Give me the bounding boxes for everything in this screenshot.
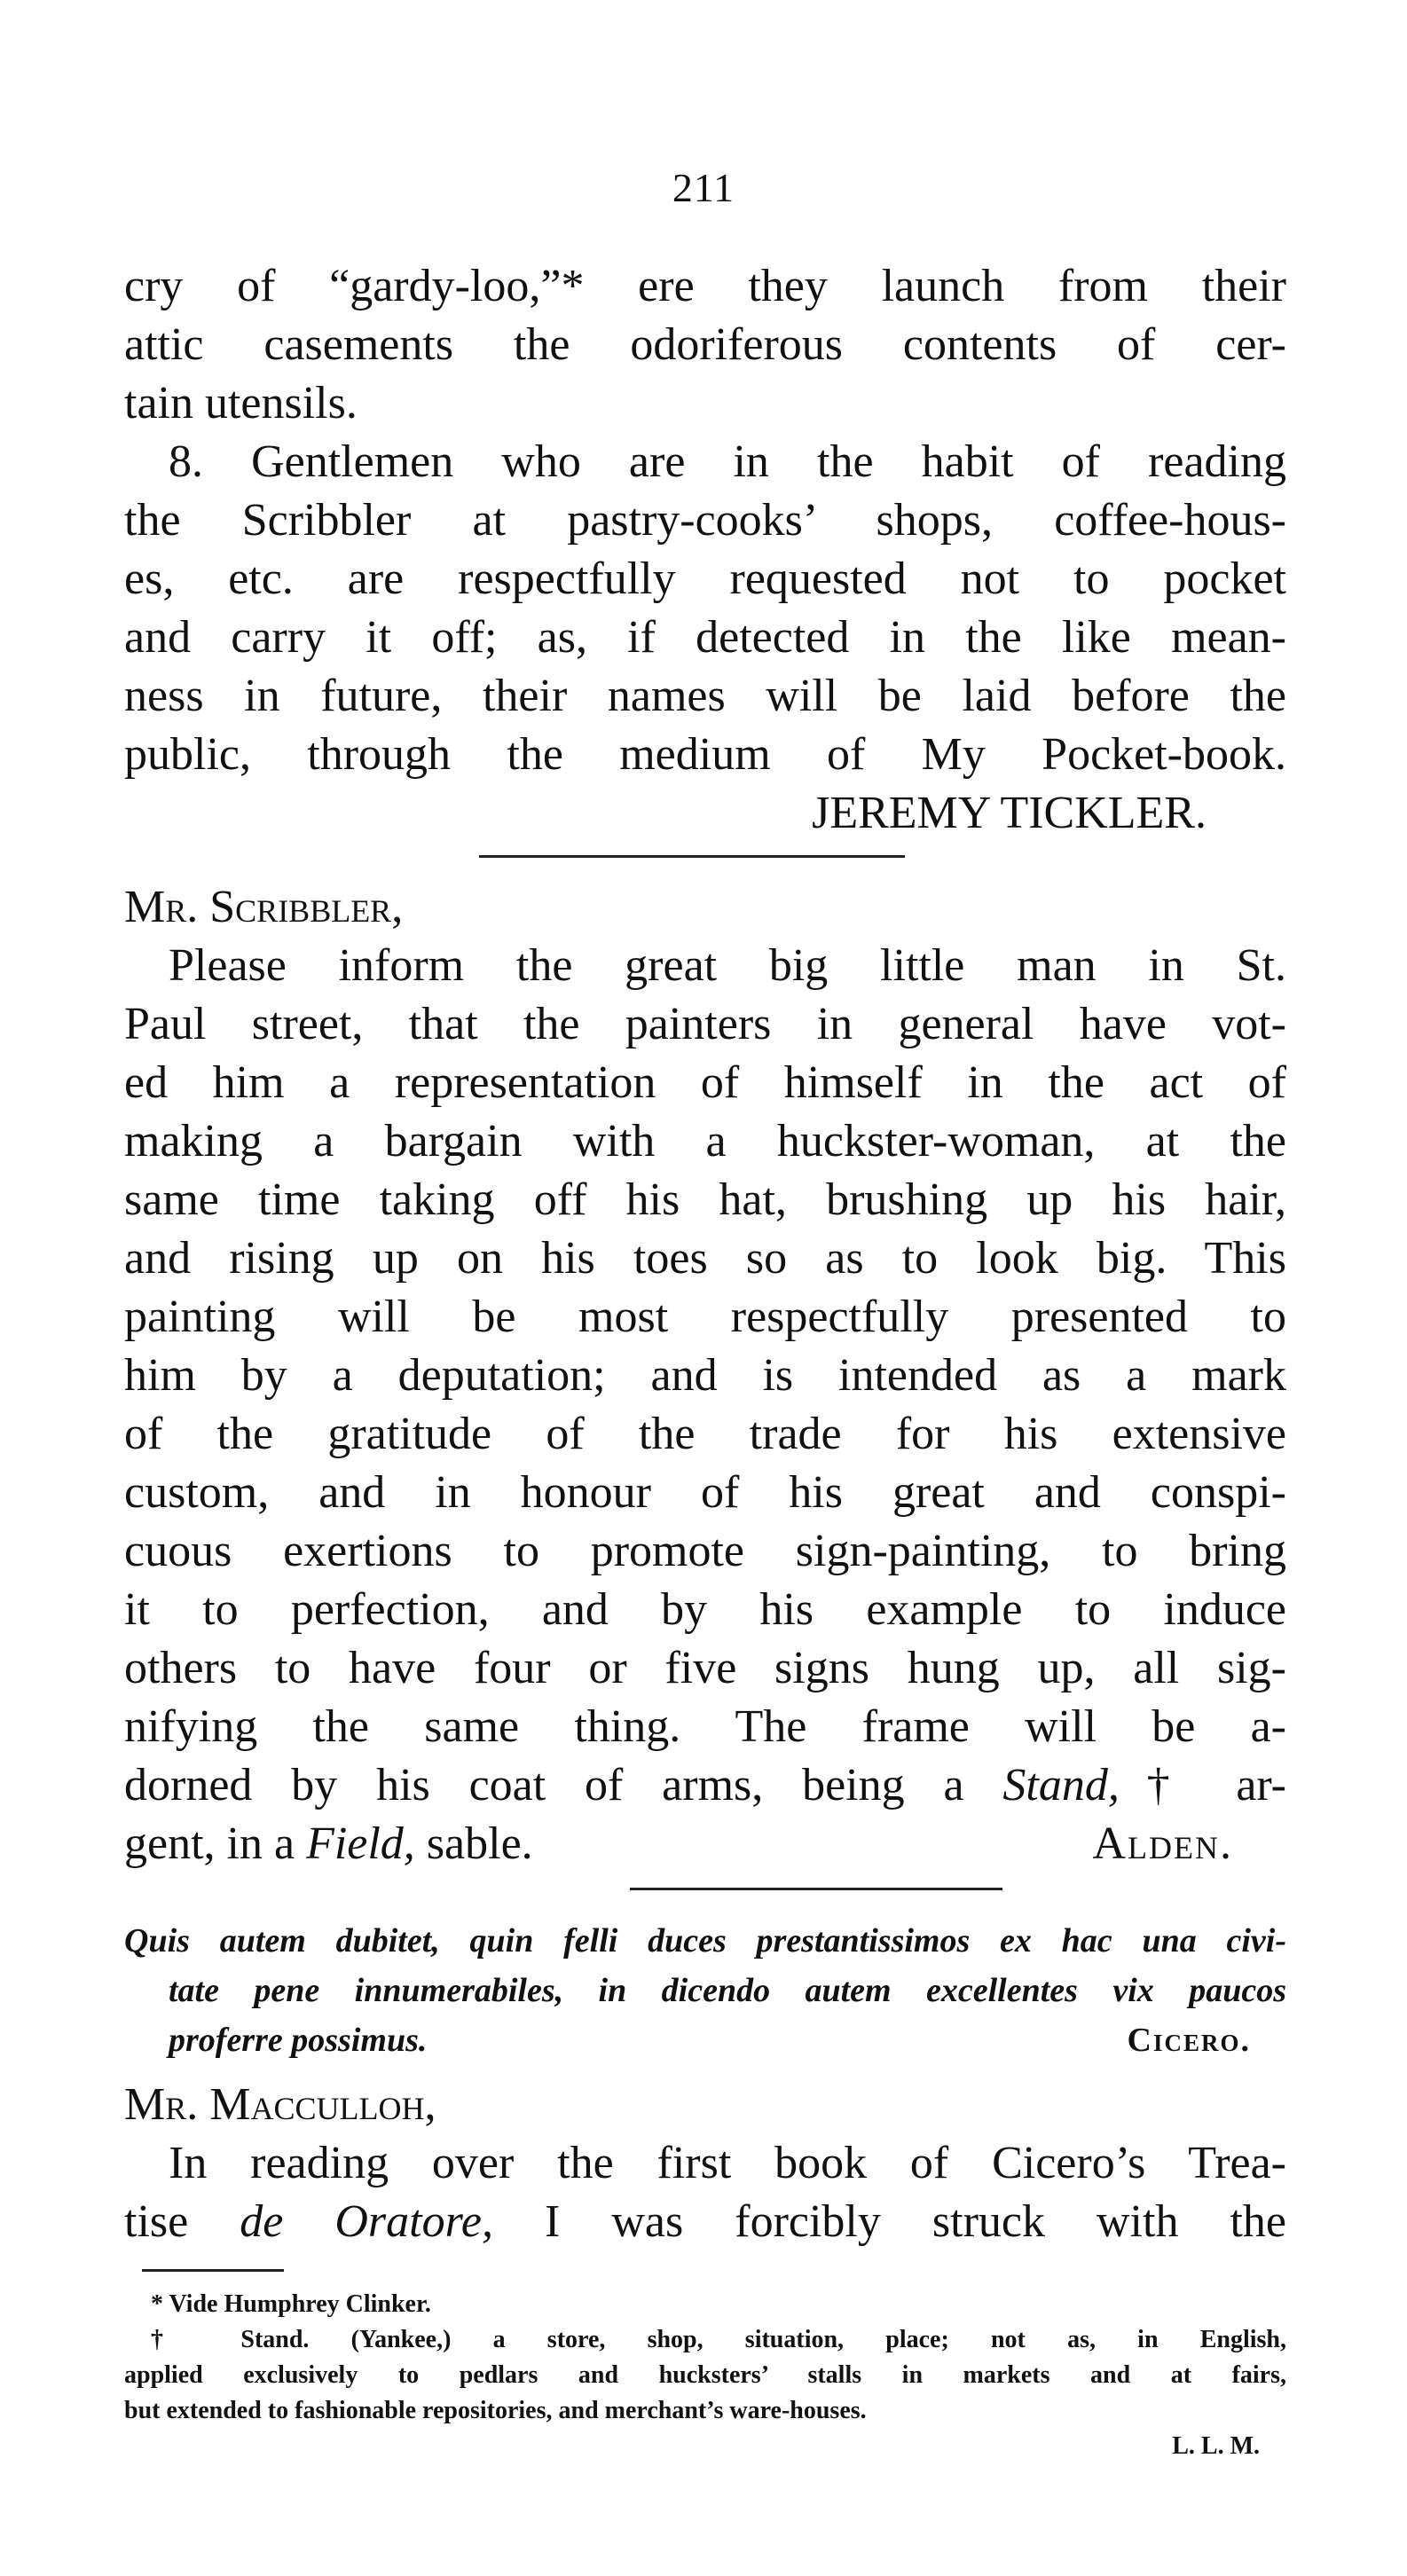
section-tickler xyxy=(124,257,1286,843)
text-fragment: dorned by his coat of arms, being a xyxy=(124,1760,1003,1810)
page-number: 211 xyxy=(672,165,735,210)
text-line: ed him a representation of himself in the act of xyxy=(124,1057,1286,1108)
salutation-scribbler: Mr. Scribbler, xyxy=(124,882,404,932)
text-line: of the gratitude of the trade for his extensive xyxy=(124,1409,1286,1459)
text-line: nifying the same thing. The frame will be a- xyxy=(124,1701,1286,1752)
text-line: es, etc. are respectfully requested not to pocket xyxy=(124,554,1286,604)
text-line: Paul street, that the painters in general have vot- xyxy=(124,999,1286,1049)
text-line: custom, and in honour of his great and conspi- xyxy=(124,1467,1286,1518)
text-line xyxy=(124,1756,1286,1815)
dagger-mark: † ar- xyxy=(1119,1760,1287,1810)
footnote-2-line: but extended to fashionable repositories, and merchant’s ware-houses. xyxy=(124,2397,867,2424)
text-line: him by a deputation; and is intended as a mark xyxy=(124,1350,1286,1401)
footnote-2-line: applied exclusively to pedlars and hucksters’ stalls in markets and at fairs, xyxy=(124,2361,1286,2389)
section-divider xyxy=(479,855,905,858)
footnote-1: * Vide Humphrey Clinker. xyxy=(151,2290,431,2318)
footnote-signature: L. L. M. xyxy=(1172,2432,1260,2460)
text-fragment: tise xyxy=(124,2196,240,2247)
signature-row xyxy=(124,1815,1286,1873)
text-line: Please inform the great big little man in St. xyxy=(169,940,1286,991)
text-line: cuous exertions to promote sign-painting, to bring xyxy=(124,1526,1286,1576)
text-line: tain utensils. xyxy=(124,378,358,428)
quote-author: Cicero. xyxy=(1127,2022,1251,2059)
text-line: it to perfection, and by his example to induce xyxy=(124,1584,1286,1635)
latin-quote xyxy=(124,1916,1286,2065)
text-line: and carry it off; as, if detected in the like mean- xyxy=(124,612,1286,663)
signature-tickler: JEREMY TICKLER. xyxy=(812,788,1207,838)
stand-word: Stand, xyxy=(1002,1760,1120,1810)
field-word: Field, xyxy=(306,1818,415,1869)
text-line xyxy=(124,1815,533,1873)
footnote-rule xyxy=(142,2269,284,2272)
quote-last-row xyxy=(124,2015,1286,2065)
text-line: public, through the medium of My Pocket-book. xyxy=(124,729,1286,780)
text-line: making a bargain with a huckster-woman, at the xyxy=(124,1116,1286,1166)
title-de-oratore: de Oratore, xyxy=(240,2196,493,2247)
footnotes xyxy=(124,2287,1286,2464)
text-line: attic casements the odoriferous contents of cer- xyxy=(124,319,1286,370)
text-line: In reading over the first book of Cicero’s Trea- xyxy=(169,2138,1286,2188)
section-scribbler-letter xyxy=(124,878,1286,1873)
quote-line: Quis autem dubitet, quin felli duces prestantissimos ex hac una civi- xyxy=(124,1922,1286,1959)
text-line xyxy=(124,2193,1286,2251)
text-fragment: gent, in a xyxy=(124,1818,307,1869)
text-line: ness in future, their names will be laid before the xyxy=(124,671,1286,721)
section-divider xyxy=(630,1888,1002,1890)
quote-line: proferre possimus. xyxy=(169,2022,428,2059)
section-macculloh-letter xyxy=(124,2076,1286,2251)
text-line: and rising up on his toes so as to look big. This xyxy=(124,1233,1286,1284)
quote-line: tate pene innumerabiles, in dicendo autem excellentes vix paucos xyxy=(169,1972,1286,2009)
signature-alden: Alden. xyxy=(1092,1818,1233,1869)
text-fragment: I was forcibly struck with the xyxy=(492,2196,1286,2247)
text-line: painting will be most respectfully presented to xyxy=(124,1292,1286,1342)
text-line: 8. Gentlemen who are in the habit of reading xyxy=(169,436,1286,487)
footnote-2-line: † Stand. (Yankee,) a store, shop, situation, place; not as, in English, xyxy=(151,2326,1286,2353)
text-fragment: sable. xyxy=(414,1818,533,1869)
text-line: the Scribbler at pastry-cooks’ shops, coffee-hous- xyxy=(124,495,1286,546)
text-line: others to have four or five signs hung up, all sig- xyxy=(124,1643,1286,1693)
text-line: cry of “gardy-loo,”* ere they launch from their xyxy=(124,261,1286,311)
text-line: same time taking off his hat, brushing up his hair, xyxy=(124,1174,1286,1225)
salutation-macculloh: Mr. Macculloh, xyxy=(124,2079,436,2130)
